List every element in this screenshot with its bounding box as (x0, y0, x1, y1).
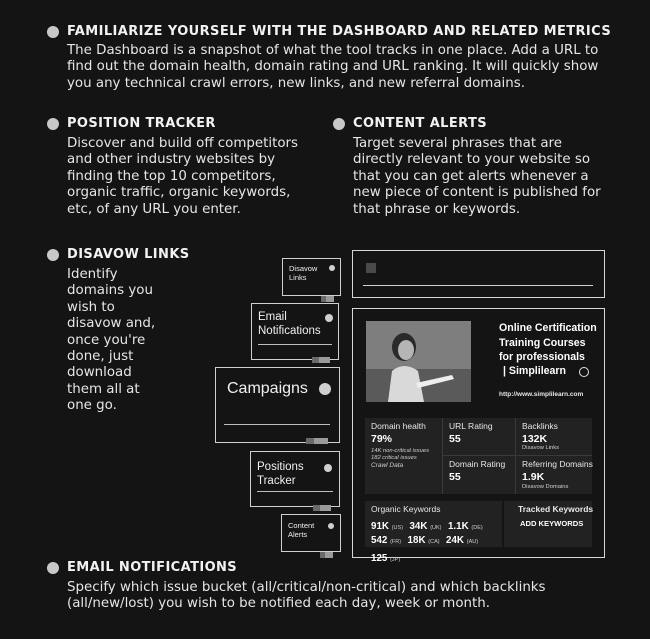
promo-toggle-icon[interactable] (579, 367, 589, 377)
ref-domains-value: 1.9K (522, 471, 545, 483)
organic-keywords (365, 501, 502, 564)
bullet-content-alerts (333, 118, 345, 130)
dashboard-text: The Dashboard is a snapshot of what the tool tracks in one place. Add a URL to find out the domain health, domain rating and URL ranking. It will quickly show you any technical crawl errors, new links, and new referral domains. (67, 43, 599, 91)
card-bar (313, 496, 331, 502)
card-bar (320, 543, 333, 549)
url-icon (366, 263, 376, 273)
disavow-links-text: Identify domains you wish to disavow and, once you're done, just download them all at one go. (67, 267, 156, 414)
add-keywords-button[interactable]: ADD KEYWORDS (520, 519, 584, 528)
position-tracker-heading: POSITION TRACKER (67, 116, 216, 131)
critical-issues: 182 critical issues (371, 455, 417, 461)
search-divider (363, 285, 593, 286)
backlinks-value: 132K (522, 433, 548, 445)
tracked-keywords-label: Tracked Keywords (518, 504, 594, 514)
card-email-notifications[interactable] (251, 303, 339, 360)
kw-de: 1.1K (DE) (447, 521, 483, 532)
metric-domain-rating (443, 456, 515, 494)
card-campaigns-label: Campaigns (227, 380, 308, 397)
content-alerts-heading: CONTENT ALERTS (353, 116, 487, 131)
domain-rating-label: Domain Rating (449, 459, 506, 469)
card-dot-icon (329, 265, 335, 271)
search-panel[interactable] (352, 250, 605, 298)
card-email-label: Email Notifications (258, 311, 321, 337)
card-positions-tracker[interactable] (250, 451, 340, 507)
email-notifications-text: Specify which issue bucket (all/critical/non-critical) and which backlinks (all/new/lost) you wish to be notified each day, week or month. (67, 580, 546, 612)
email-notifications-heading: EMAIL NOTIFICATIONS (67, 560, 238, 575)
url-rating-label: URL Rating (449, 421, 493, 431)
card-disavow-label: Disavow Links (289, 264, 318, 282)
metrics-grid (365, 418, 592, 494)
url-rating-value: 55 (449, 433, 461, 445)
card-dot-icon (328, 523, 334, 529)
metric-domain-health (365, 418, 442, 494)
disavow-domains-link[interactable]: Disavow Domains (522, 484, 569, 490)
bullet-position-tracker (47, 118, 59, 130)
card-dot-icon (319, 383, 331, 395)
disavow-links-heading: DISAVOW LINKS (67, 247, 190, 262)
promo-title: Online Certification Training Courses for professionals (499, 322, 597, 364)
crawl-data: Crawl Data (371, 462, 404, 469)
card-divider (258, 344, 332, 345)
dashboard-preview (352, 308, 605, 564)
domain-health-value: 79% (371, 433, 393, 445)
kw-ca: 18K (CA) (407, 535, 440, 546)
backlinks-label: Backlinks (522, 421, 558, 431)
bullet-disavow-links (47, 249, 59, 261)
tracked-keywords (504, 501, 592, 547)
metric-url-rating (443, 418, 515, 455)
organic-keywords-label: Organic Keywords (371, 504, 441, 514)
metric-referring-domains (516, 456, 592, 494)
promo-photo (366, 321, 471, 402)
card-bar (321, 287, 334, 293)
content-alerts-text: Target several phrases that are directly relevant to your website so that you can get alerts whenever a new piece of content is published for that phrase or keywords. (353, 136, 601, 217)
domain-health-label: Domain health (371, 421, 426, 431)
disavow-links-link[interactable]: Disavow Links (522, 445, 560, 451)
domain-rating-value: 55 (449, 471, 461, 483)
card-dot-icon (325, 314, 333, 322)
non-critical-issues: 14K non-critical issues (371, 448, 429, 454)
card-dot-icon (324, 464, 332, 472)
ref-domains-label: Referring Domains (522, 459, 593, 469)
card-campaigns[interactable] (215, 367, 340, 443)
bullet-email-notifications (47, 562, 59, 574)
card-divider (257, 491, 333, 492)
metric-backlinks (516, 418, 592, 455)
card-positions-label: Positions Tracker (257, 461, 304, 487)
kw-us: 91K (US) (371, 521, 404, 532)
card-content-label: Content Alerts (288, 521, 315, 539)
position-tracker-text: Discover and build off competitors and other industry websites by finding the top 10 competitors, organic traffic, organic keywords, etc, of any URL you enter. (67, 136, 299, 217)
promo-url[interactable]: http://www.simplilearn.com (499, 391, 584, 398)
bullet-dashboard (47, 26, 59, 38)
card-bar (312, 348, 330, 354)
organic-row-2 (371, 530, 502, 566)
kw-au: 24K (AU) (446, 535, 479, 546)
dashboard-heading: FAMILIARIZE YOURSELF WITH THE DASHBOARD AND RELATED METRICS (67, 24, 612, 39)
woman-with-tablet-image (366, 321, 471, 402)
kw-fr: 542 (FR) (371, 535, 402, 546)
promo-brand: | Simplilearn (503, 365, 567, 377)
kw-jp: 125 (JP) (371, 553, 401, 564)
card-divider (224, 424, 330, 425)
kw-uk: 34K (UK) (409, 521, 442, 532)
card-disavow-links[interactable] (282, 258, 341, 296)
card-bar (306, 429, 328, 435)
card-content-alerts[interactable] (281, 514, 341, 552)
